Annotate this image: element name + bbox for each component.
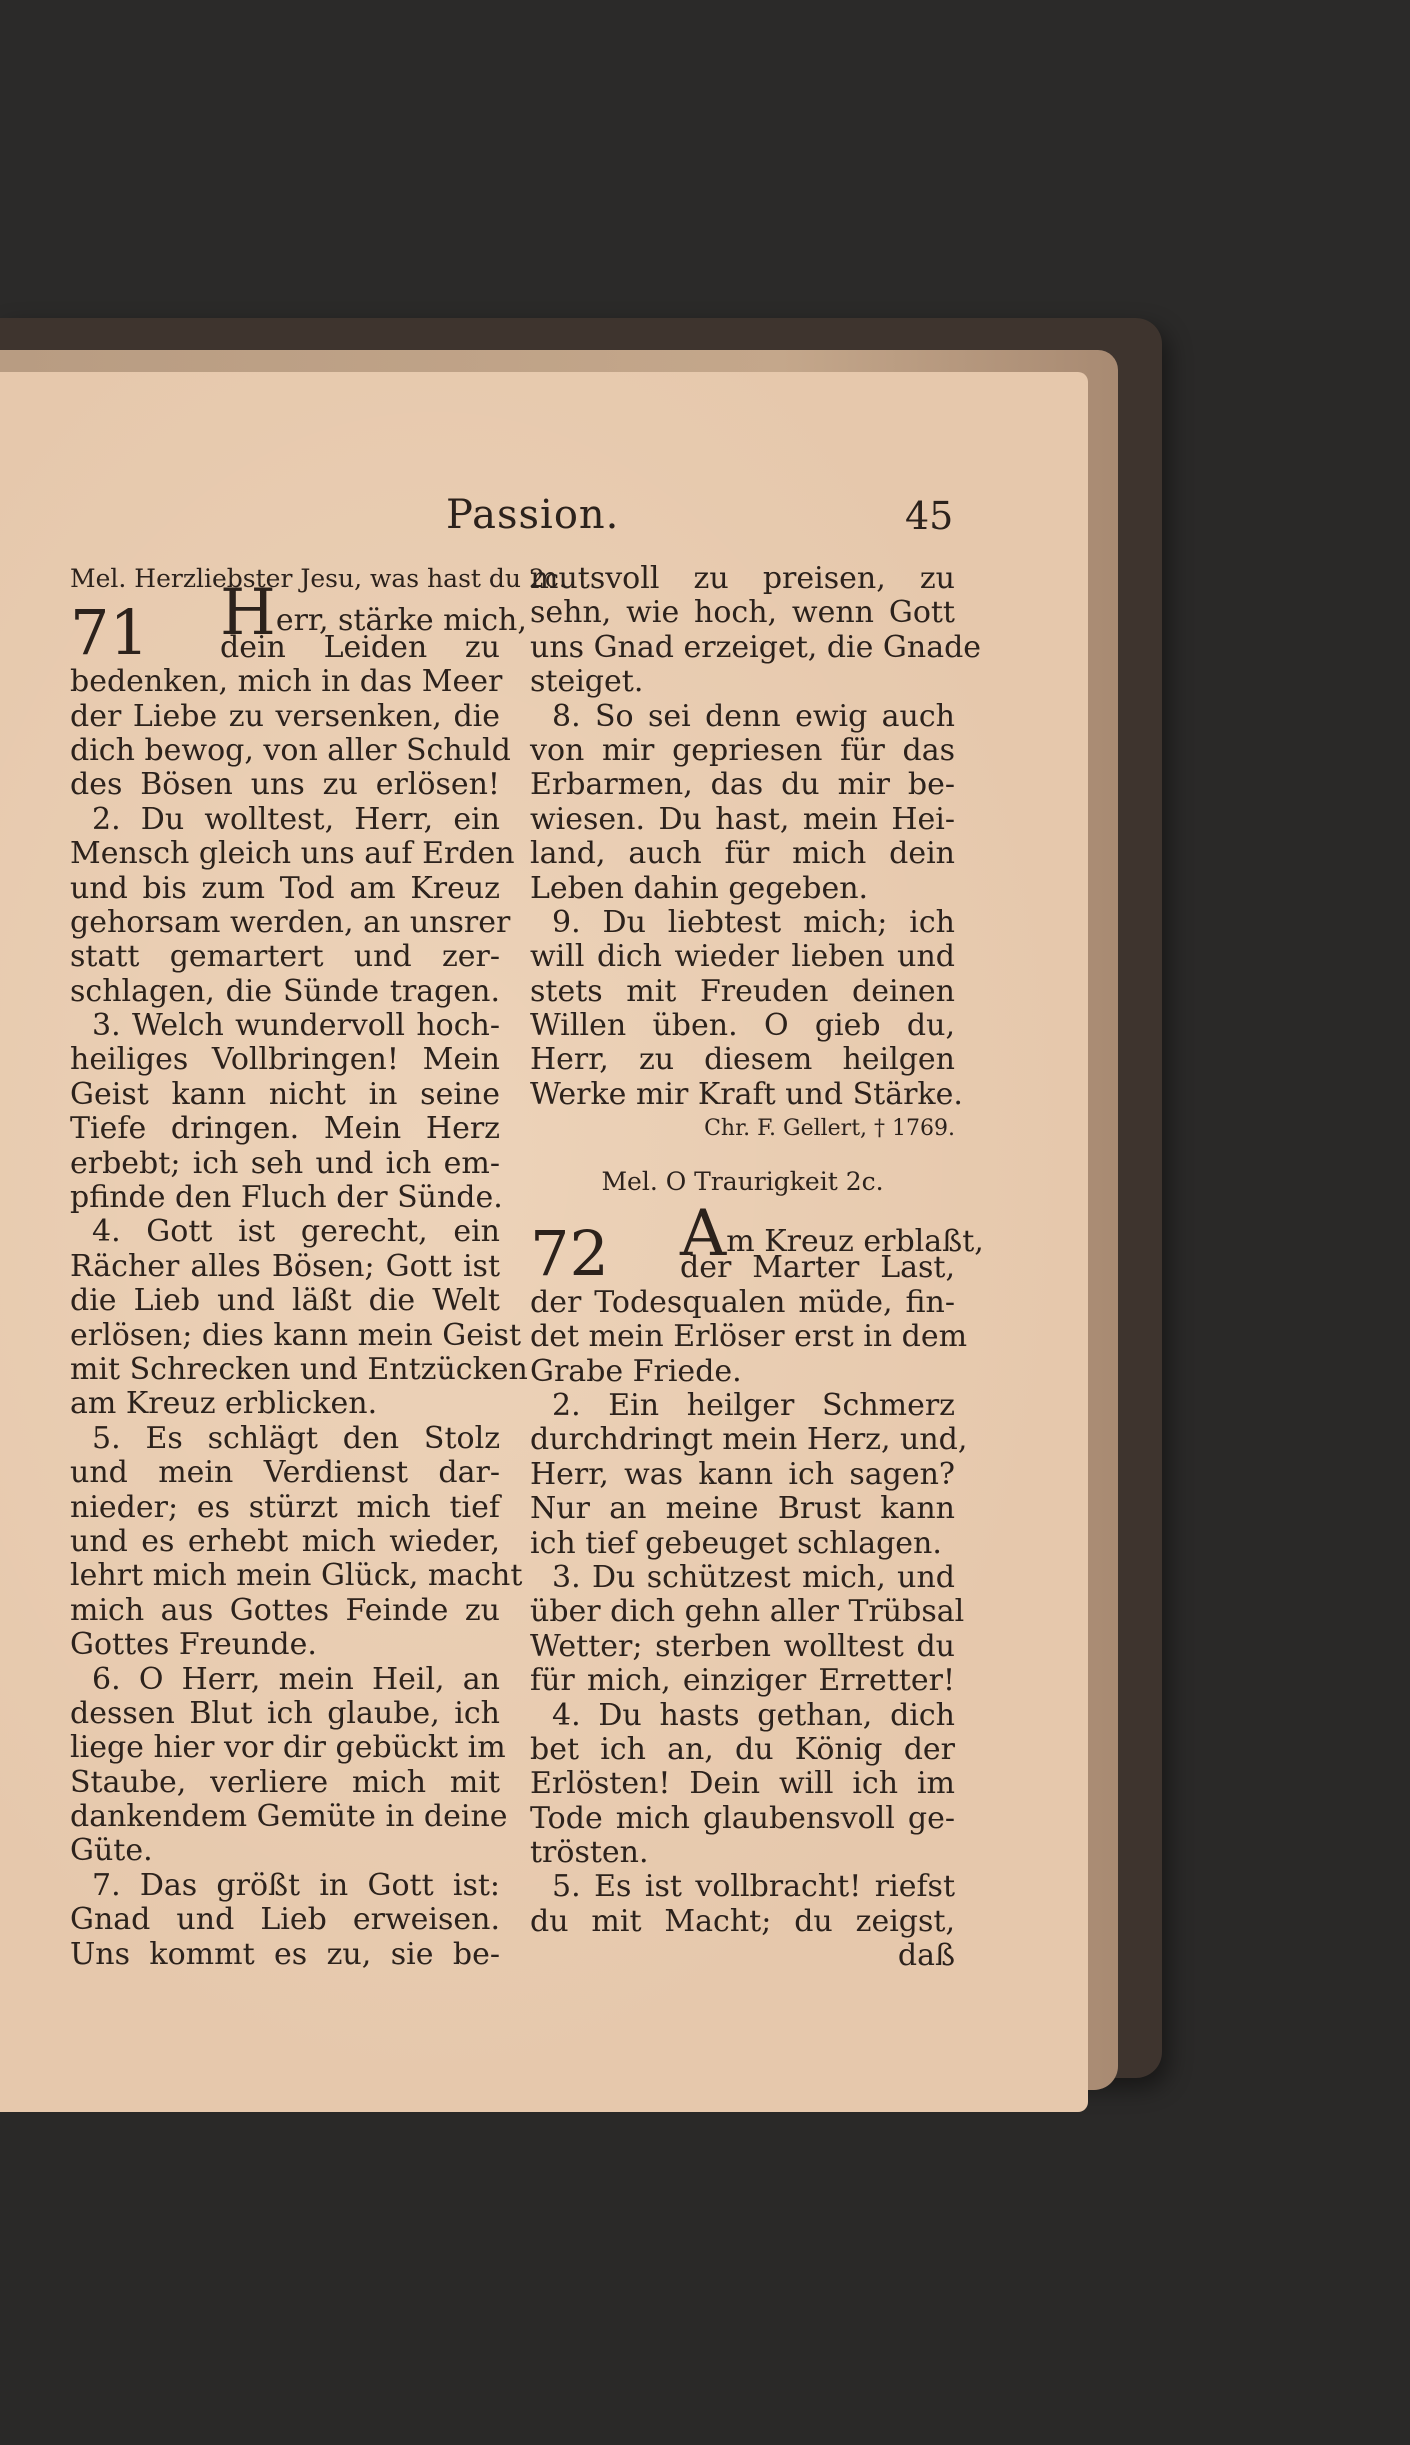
left-column (70, 562, 567, 1972)
text-line: Erlösten! Dein will ich im (530, 1766, 955, 1802)
text-line: erbebt; ich seh und ich em- (70, 1145, 500, 1181)
text-line: liege hier vor dir gebückt im (70, 1730, 506, 1766)
text-line: Gottes Freunde. (70, 1627, 317, 1663)
running-title: Passion. (446, 492, 620, 538)
text-line: erlösen; dies kann mein Geist (70, 1317, 522, 1353)
hymn-line: err, stärke mich, (275, 603, 527, 639)
text-line: Willen üben. O gieb du, (530, 1008, 955, 1044)
text-line: dessen Blut ich glaube, ich (70, 1695, 500, 1731)
text-line: des Bösen uns zu erlösen! (70, 767, 500, 803)
text-line: Werke mir Kraft und Stärke. (530, 1076, 963, 1112)
text-line: dich bewog, von aller Schuld (70, 732, 511, 768)
text-line: Wetter; sterben wolltest du (530, 1628, 955, 1664)
hymn-line: m Kreuz erblaßt, (726, 1224, 984, 1260)
text-line: und mein Verdienst dar- (70, 1455, 500, 1491)
text-line: 3. Du schützest mich, und (552, 1559, 955, 1595)
text-line: Tiefe dringen. Mein Herz (70, 1111, 500, 1147)
text-line: Rächer alles Bösen; Gott ist (70, 1248, 500, 1284)
text-line: Leben dahin gegeben. (530, 870, 869, 906)
melody-line: Mel. Herzliebster Jesu, was hast du 2c. (70, 564, 567, 593)
text-line: 2. Ein heilger Schmerz (552, 1387, 955, 1423)
hymn-number: 72 (530, 1217, 609, 1291)
text-line: will dich wieder lieben und (530, 939, 955, 975)
dark-backdrop (0, 0, 1410, 330)
text-line: 2. Du wolltest, Herr, ein (92, 801, 500, 837)
text-line: über dich gehn aller Trübsal (530, 1594, 965, 1630)
text-line: ich tief gebeuget schlagen. (530, 1525, 942, 1561)
text-line: mutsvoll zu preisen, zu (530, 561, 955, 596)
hymn-number: 71 (70, 596, 149, 670)
text-line: heiliges Vollbringen! Mein (70, 1042, 500, 1078)
melody-line: Mel. O Traurigkeit 2c. (601, 1166, 884, 1196)
text-line: Geist kann nicht in seine (70, 1076, 500, 1112)
text-line: Tode mich glaubensvoll ge- (530, 1800, 955, 1836)
text-line: Mensch gleich uns auf Erden (70, 836, 515, 872)
hymn-line: der Marter Last, (680, 1250, 955, 1286)
right-column (530, 561, 984, 1974)
text-line: 9. Du liebtest mich; ich (552, 904, 955, 940)
text-line: Herr, zu diesem heilgen (530, 1042, 955, 1078)
text-line: 3. Welch wundervoll hoch- (92, 1008, 500, 1044)
text-line: Gnad und Lieb erweisen. (70, 1902, 500, 1938)
hymn-line: dein Leiden zu (220, 629, 500, 665)
text-line: lehrt mich mein Glück, macht (70, 1558, 523, 1594)
text-line: du mit Macht; du zeigst, (530, 1903, 955, 1939)
text-line: Staube, verliere mich mit (70, 1764, 500, 1800)
drop-cap: H (220, 576, 276, 651)
text-line: und bis zum Tod am Kreuz (70, 870, 500, 906)
text-line: am Kreuz erblicken. (70, 1386, 378, 1422)
text-line: schlagen, die Sünde tragen. (70, 973, 500, 1009)
author-attribution: Chr. F. Gellert, † 1769. (704, 1116, 955, 1142)
text-line: mich aus Gottes Feinde zu (70, 1592, 500, 1628)
text-line: uns Gnad erzeiget, die Gnade (530, 629, 982, 665)
text-line: der Liebe zu versenken, die (70, 698, 500, 734)
text-line: der Todesqualen müde, fin- (530, 1284, 955, 1320)
text-line: trösten. (530, 1835, 649, 1871)
text-line: det mein Erlöser erst in dem (530, 1319, 968, 1355)
text-line: Herr, was kann ich sagen? (530, 1456, 955, 1492)
text-line: Uns kommt es zu, sie be- (70, 1936, 500, 1972)
text-line: statt gemartert und zer- (70, 939, 500, 975)
text-line: bet ich an, du König der (530, 1731, 955, 1767)
text-line: gehorsam werden, an unsrer (70, 904, 511, 940)
text-line: 8. So sei denn ewig auch (552, 698, 955, 734)
text-line: bedenken, mich in das Meer (70, 664, 503, 700)
text-line: stets mit Freuden deinen (530, 973, 955, 1009)
text-line: Erbarmen, das du mir be- (530, 767, 955, 803)
text-line: 5. Es schlägt den Stolz (92, 1420, 500, 1456)
text-line: durchdringt mein Herz, und, (530, 1422, 968, 1458)
text-line: 7. Das größt in Gott ist: (92, 1867, 500, 1903)
text-line: für mich, einziger Erretter! (530, 1663, 955, 1699)
text-line: sehn, wie hoch, wenn Gott (530, 595, 955, 631)
catchword: daß (897, 1938, 955, 1974)
text-line: nieder; es stürzt mich tief (70, 1489, 500, 1525)
text-line: Grabe Friede. (530, 1353, 742, 1389)
text-line: von mir gepriesen für das (530, 732, 955, 768)
spacer (530, 1199, 955, 1217)
text-line: steiget. (530, 664, 644, 700)
page-number: 45 (905, 494, 954, 538)
book-page (0, 372, 1088, 2112)
text-line: und es erhebt mich wieder, (70, 1523, 500, 1559)
text-line: Güte. (70, 1833, 153, 1869)
text-line: wiesen. Du hast, mein Hei- (530, 801, 955, 837)
text-line: die Lieb und läßt die Welt (70, 1283, 500, 1319)
page-header (0, 492, 1088, 552)
drop-cap: A (680, 1197, 727, 1272)
text-line: pfinde den Fluch der Sünde. (70, 1180, 503, 1216)
text-line: 5. Es ist vollbracht! riefst (552, 1869, 955, 1905)
text-line: dankendem Gemüte in deine (70, 1799, 508, 1835)
text-line: 6. O Herr, mein Heil, an (92, 1661, 500, 1697)
text-line: land, auch für mich dein (530, 836, 955, 872)
hymn-72-opening (530, 1197, 984, 1291)
text-line: 4. Gott ist gerecht, ein (92, 1214, 500, 1250)
spacer (530, 1147, 955, 1165)
text-line: 4. Du hasts gethan, dich (552, 1697, 955, 1733)
text-line: mit Schrecken und Entzücken (70, 1351, 528, 1387)
text-line: Nur an meine Brust kann (530, 1491, 955, 1527)
